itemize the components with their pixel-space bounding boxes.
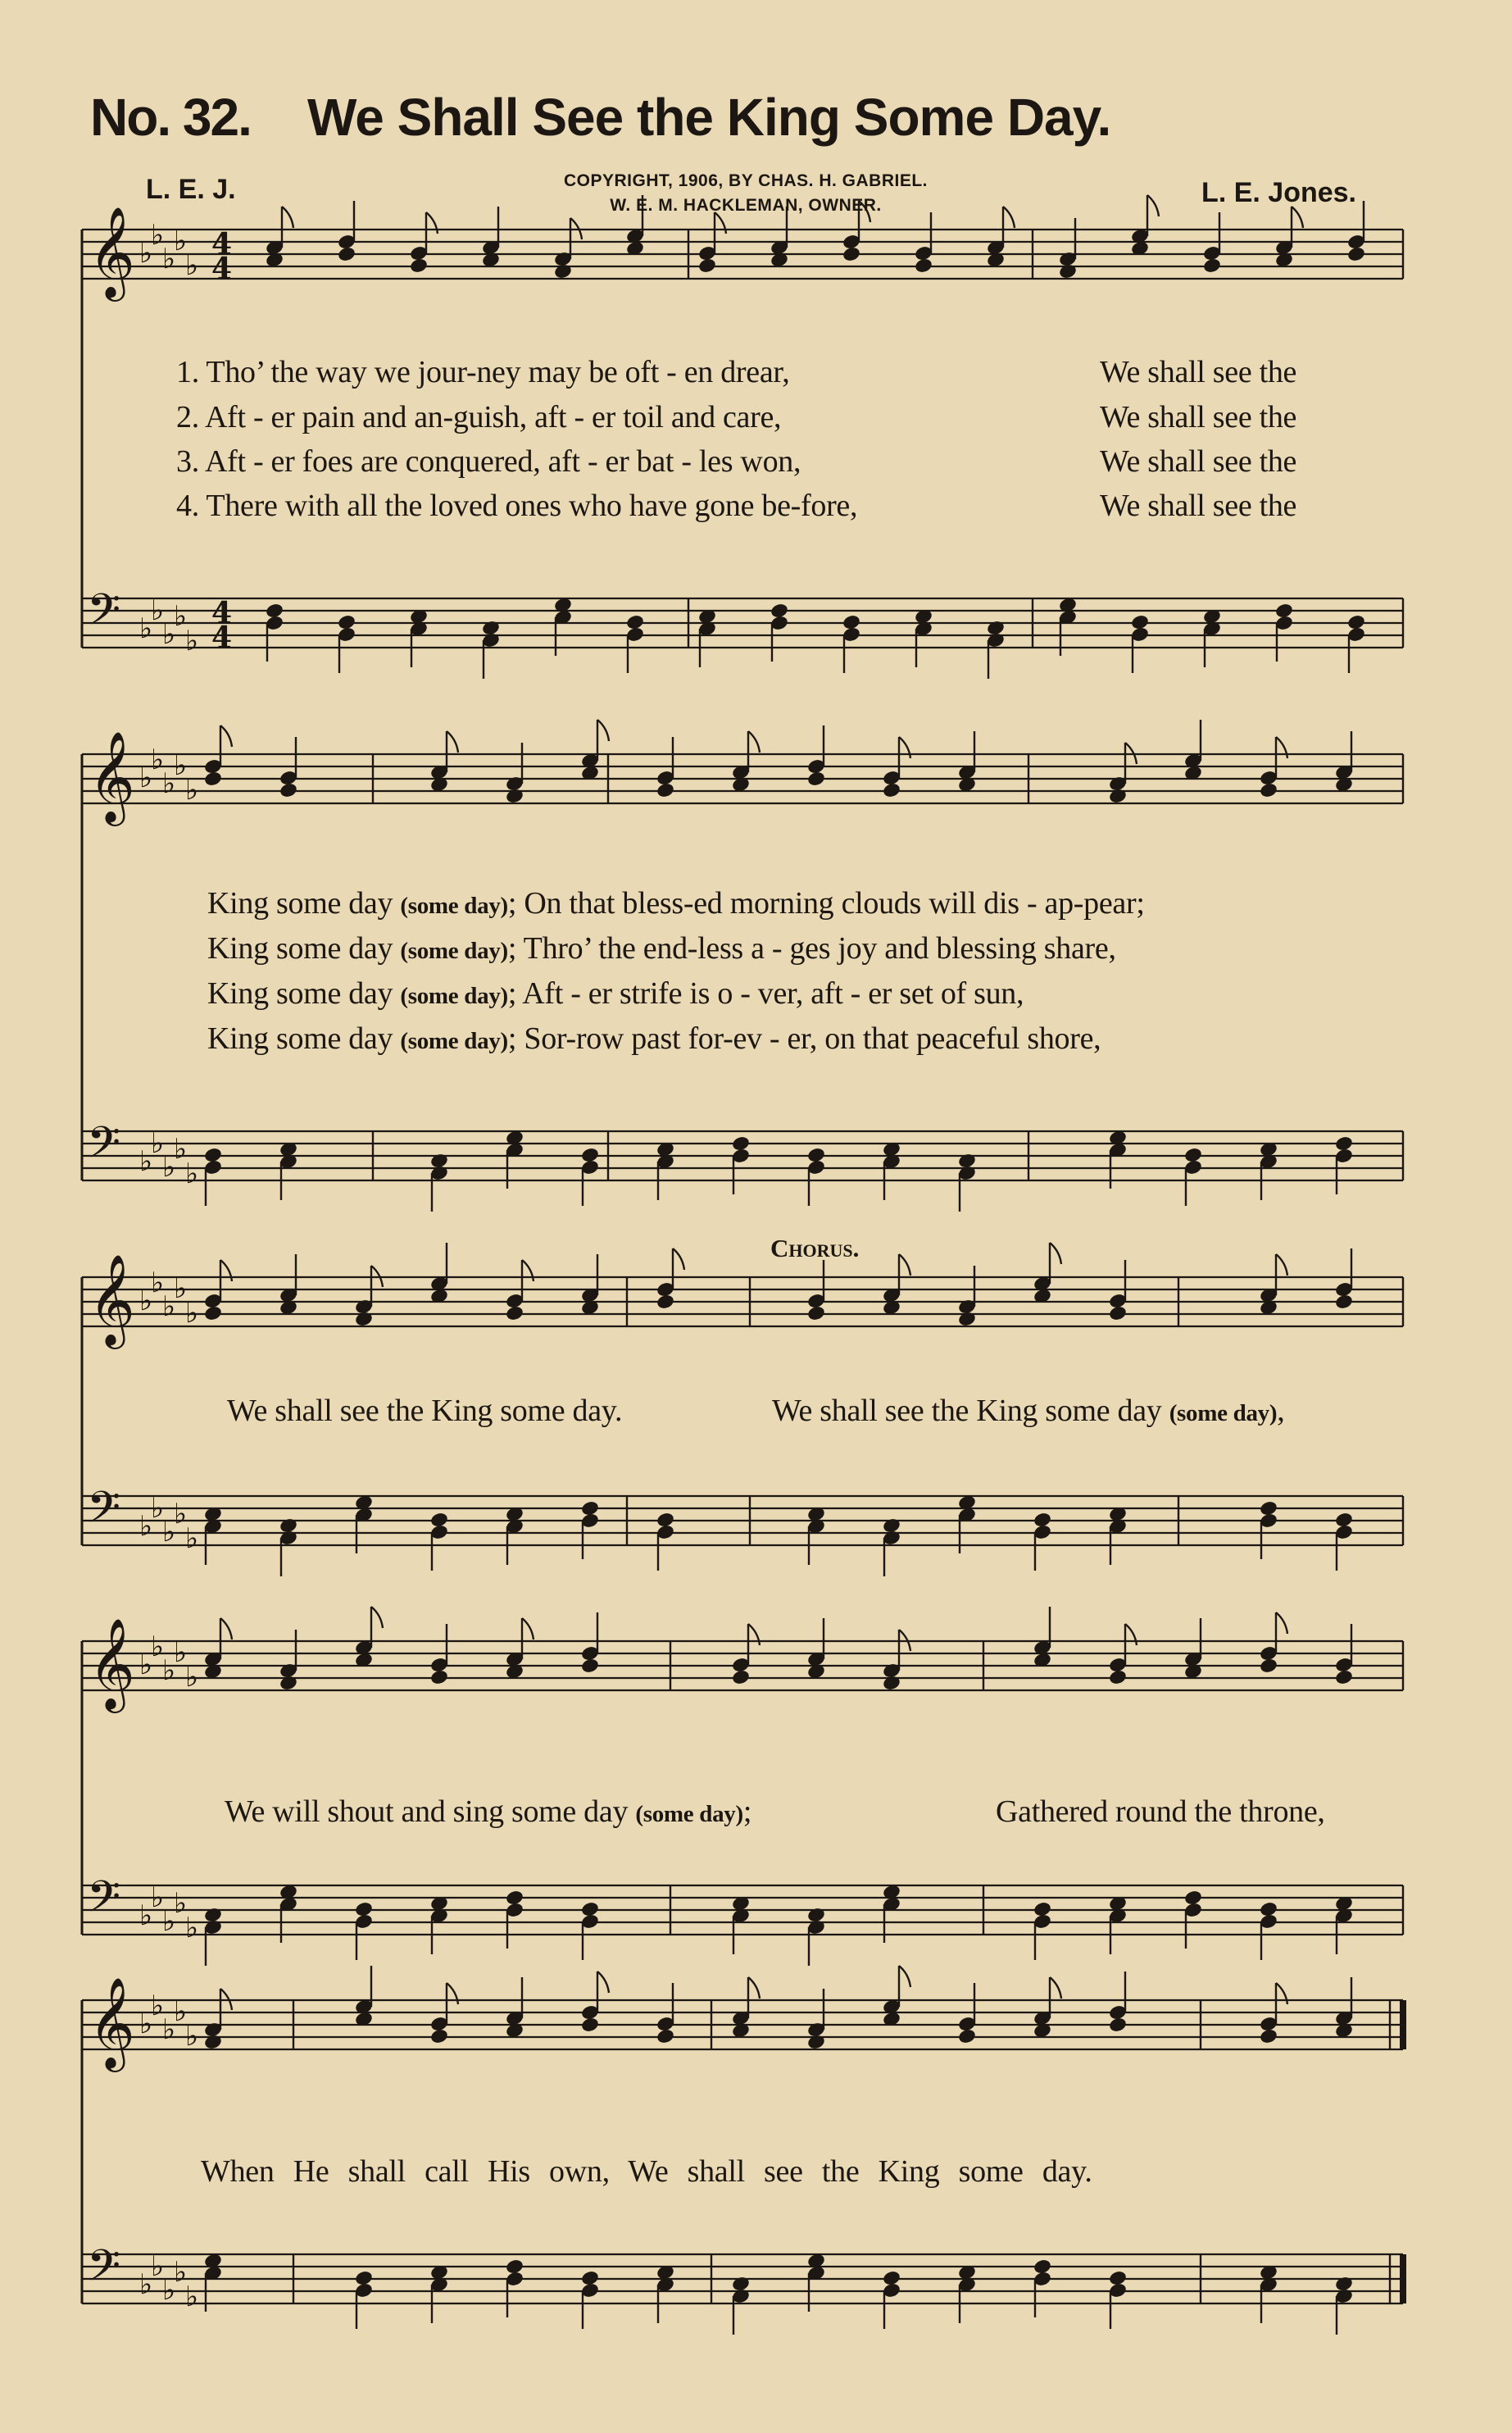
verse-line-2b — [207, 930, 1116, 966]
note-head — [842, 246, 861, 263]
note-head — [1334, 1669, 1354, 1686]
treble-clef: 𝄞 — [89, 1617, 135, 1709]
note-flag — [597, 720, 609, 741]
flat-sign: ♭ — [139, 1649, 153, 1681]
flat-sign: ♭ — [174, 749, 188, 782]
note-flag — [1276, 1983, 1287, 2004]
time-sig-top: 4 — [211, 596, 233, 630]
note-head — [957, 2028, 977, 2045]
flat-sign: ♭ — [151, 1990, 165, 2022]
flat-sign: ♭ — [162, 2013, 176, 2046]
flat-sign: ♭ — [151, 1881, 165, 1914]
note-flag — [1050, 1977, 1061, 1999]
verse-number: 3. — [176, 444, 199, 479]
lyric-text: King some day — [207, 1021, 393, 1056]
verse-text: Aft - er foes are conquered, aft - er bat - les won, — [205, 444, 801, 479]
note-head — [1259, 1658, 1278, 1675]
flat-sign: ♭ — [139, 2268, 153, 2301]
verse-text: Tho’ the way we jour-ney may be oft - en drear, — [206, 355, 790, 389]
verse-text: There with all the loved ones who have gone be-fore, — [206, 489, 858, 523]
verse-line-3 — [176, 443, 801, 480]
time-sig-top: 4 — [211, 227, 233, 261]
words-credit: L. E. J. — [146, 174, 236, 205]
flat-sign: ♭ — [185, 625, 199, 657]
flat-sign: ♭ — [185, 249, 199, 282]
note-flag — [282, 207, 293, 228]
flat-sign: ♭ — [174, 1498, 188, 1530]
note-head — [806, 2034, 826, 2051]
verse-line-2 — [176, 399, 781, 435]
flat-sign: ♭ — [185, 1297, 199, 1330]
lyric-text: ; Thro’ the end-less a - ges joy and blessing share, — [507, 931, 1116, 966]
note-head — [882, 782, 901, 799]
note-flag — [1050, 1243, 1061, 1264]
note-head — [1058, 263, 1078, 280]
chorus-line-2a — [225, 1794, 751, 1830]
note-flag — [220, 1618, 232, 1639]
note-flag — [447, 731, 458, 753]
note-head — [957, 1311, 977, 1328]
chorus-line-3: When He shall call His own, We shall see the King some day. — [201, 2154, 1092, 2189]
note-flag — [748, 731, 760, 753]
owner-line: W. E. M. HACKLEMAN, OWNER. — [610, 196, 882, 215]
copyright-line: COPYRIGHT, 1906, BY CHAS. H. GABRIEL. — [563, 171, 929, 190]
bass-clef: 𝄢 — [87, 1872, 121, 1933]
note-head — [429, 2028, 449, 2045]
note-flag — [899, 1966, 910, 1987]
note-head — [553, 263, 573, 280]
treble-clef: 𝄞 — [89, 206, 135, 298]
flat-sign: ♭ — [174, 2256, 188, 2289]
verse-line-1-end: We shall see the — [1100, 355, 1297, 389]
bass-clef: 𝄢 — [87, 1118, 121, 1179]
treble-clef: 𝄞 — [89, 1253, 135, 1345]
verse-number: 2. — [176, 400, 199, 434]
flat-sign: ♭ — [139, 1899, 153, 1932]
note-head — [1259, 2028, 1278, 2045]
hymn-title: We Shall See the King Some Day. — [307, 88, 1111, 147]
flat-sign: ♭ — [162, 1905, 176, 1938]
echo-text: (some day) — [400, 1028, 508, 1054]
note-head — [882, 1675, 901, 1692]
final-bar — [1400, 2000, 1406, 2049]
flat-sign: ♭ — [185, 2020, 199, 2053]
flat-sign: ♭ — [151, 1267, 165, 1299]
flat-sign: ♭ — [139, 1145, 153, 1178]
flat-sign: ♭ — [162, 1151, 176, 1184]
note-head — [1108, 1669, 1128, 1686]
note-head — [697, 257, 717, 275]
note-head — [1108, 2017, 1128, 2034]
flat-sign: ♭ — [174, 1995, 188, 2028]
flat-sign: ♭ — [162, 767, 176, 800]
time-sig-bottom: 4 — [211, 621, 233, 655]
flat-sign: ♭ — [174, 1636, 188, 1669]
flat-sign: ♭ — [162, 1654, 176, 1687]
lyric-text: ; Aft - er strife is o - ver, aft - er set of sun, — [507, 976, 1024, 1011]
flat-sign: ♭ — [151, 1127, 165, 1160]
note-flag — [899, 1254, 910, 1276]
verse-line-2-end: We shall see the — [1100, 400, 1297, 434]
bass-clef: 𝄢 — [87, 1483, 121, 1544]
flat-sign: ♭ — [139, 1510, 153, 1543]
echo-text: (some day) — [400, 938, 508, 964]
flat-sign: ♭ — [174, 600, 188, 633]
note-flag — [859, 201, 870, 222]
note-head — [354, 1311, 374, 1328]
flat-sign: ♭ — [162, 2274, 176, 2307]
note-flag — [597, 1971, 609, 1993]
flat-sign: ♭ — [185, 774, 199, 807]
note-head — [203, 2034, 223, 2051]
flat-sign: ♭ — [151, 1492, 165, 1525]
time-sig-bottom: 4 — [211, 252, 233, 286]
note-head — [1108, 1305, 1128, 1322]
note-flag — [1147, 195, 1159, 216]
lyric-text: ; On that bless-ed morning clouds will dis - ap-pear; — [507, 886, 1145, 921]
flat-sign: ♭ — [185, 2281, 199, 2313]
flat-sign: ♭ — [162, 1516, 176, 1548]
note-head — [1202, 257, 1222, 275]
flat-sign: ♭ — [139, 762, 153, 794]
verse-line-4-end: We shall see the — [1100, 489, 1297, 523]
flat-sign: ♭ — [185, 1522, 199, 1555]
note-flag — [220, 725, 232, 747]
note-head — [806, 1305, 826, 1322]
flat-sign: ♭ — [151, 219, 165, 252]
verse-number: 4. — [176, 489, 199, 523]
verse-line-4b — [207, 1021, 1101, 1057]
lyric-text: We will shout and sing some day — [225, 1794, 629, 1829]
lyric-punct: , — [1277, 1394, 1285, 1428]
verse-line-1 — [176, 354, 789, 390]
verse-number: 1. — [176, 355, 199, 389]
note-flag — [1292, 207, 1303, 228]
note-head — [279, 1675, 298, 1692]
note-flag — [673, 1248, 684, 1270]
note-flag — [748, 1977, 760, 1999]
note-head — [1259, 782, 1278, 799]
note-head — [1334, 1294, 1354, 1311]
lyric-text: We shall see the King some day — [772, 1394, 1162, 1428]
echo-text: (some day) — [635, 1801, 743, 1827]
note-flag — [1276, 1254, 1287, 1276]
note-head — [203, 1305, 223, 1322]
lyric-punct: ; — [742, 1794, 752, 1829]
lyric-text: ; Sor-row past for-ev - er, on that peaceful shore, — [507, 1021, 1101, 1056]
echo-text: (some day) — [1169, 1400, 1278, 1426]
note-flag — [1003, 207, 1015, 228]
verse-text: Aft - er pain and an-guish, aft - er toil and care, — [205, 400, 782, 434]
flat-sign: ♭ — [151, 594, 165, 627]
echo-text: (some day) — [400, 893, 508, 919]
note-head — [580, 1658, 600, 1675]
note-head — [656, 782, 675, 799]
note-flag — [371, 1607, 383, 1628]
lyric-text: King some day — [207, 976, 393, 1011]
lyric-text: King some day — [207, 886, 393, 921]
note-head — [656, 1294, 675, 1311]
music-credit: L. E. Jones. — [1201, 177, 1356, 208]
note-head — [505, 1305, 524, 1322]
note-head — [409, 257, 429, 275]
note-flag — [447, 1983, 458, 2004]
note-head — [806, 771, 826, 788]
chorus-line-1a: We shall see the King some day. — [227, 1394, 623, 1428]
flat-sign: ♭ — [174, 225, 188, 257]
treble-clef: 𝄞 — [89, 1976, 135, 2068]
lyric-text: King some day — [207, 931, 393, 966]
chorus-line-1b — [772, 1393, 1284, 1429]
flat-sign: ♭ — [185, 1661, 199, 1694]
chorus-line-2b: Gathered round the throne, — [996, 1794, 1325, 1829]
note-head — [505, 788, 524, 805]
echo-text: (some day) — [400, 983, 508, 1009]
flat-sign: ♭ — [174, 1133, 188, 1166]
note-head — [429, 1669, 449, 1686]
flat-sign: ♭ — [162, 243, 176, 275]
note-flag — [1276, 1612, 1287, 1634]
treble-clef: 𝄞 — [89, 730, 135, 822]
note-head — [1346, 246, 1366, 263]
note-head — [337, 246, 356, 263]
flat-sign: ♭ — [185, 1912, 199, 1944]
flat-sign: ♭ — [151, 1630, 165, 1663]
note-head — [731, 1669, 751, 1686]
hymn-number: No. 32. — [90, 88, 251, 147]
final-bar — [1400, 2254, 1406, 2303]
flat-sign: ♭ — [139, 612, 153, 645]
bass-clef: 𝄢 — [87, 2241, 121, 2302]
note-flag — [522, 1618, 534, 1639]
flat-sign: ♭ — [151, 2250, 165, 2283]
note-head — [279, 782, 298, 799]
flat-sign: ♭ — [139, 237, 153, 270]
verse-line-4 — [176, 488, 857, 524]
flat-sign: ♭ — [174, 1887, 188, 1920]
flat-sign: ♭ — [174, 1272, 188, 1305]
note-head — [914, 257, 933, 275]
flat-sign: ♭ — [151, 744, 165, 776]
chorus-label: Chorus. — [770, 1234, 860, 1262]
note-head — [580, 2017, 600, 2034]
verse-line-1b — [207, 885, 1145, 921]
flat-sign: ♭ — [185, 1157, 199, 1190]
verse-line-3b — [207, 975, 1024, 1012]
note-head — [203, 771, 223, 788]
verse-line-3-end: We shall see the — [1100, 444, 1297, 479]
flat-sign: ♭ — [162, 1290, 176, 1323]
note-head — [1108, 788, 1128, 805]
note-head — [656, 2028, 675, 2045]
bass-clef: 𝄢 — [87, 585, 121, 646]
flat-sign: ♭ — [139, 2008, 153, 2040]
flat-sign: ♭ — [162, 618, 176, 651]
flat-sign: ♭ — [139, 1285, 153, 1317]
